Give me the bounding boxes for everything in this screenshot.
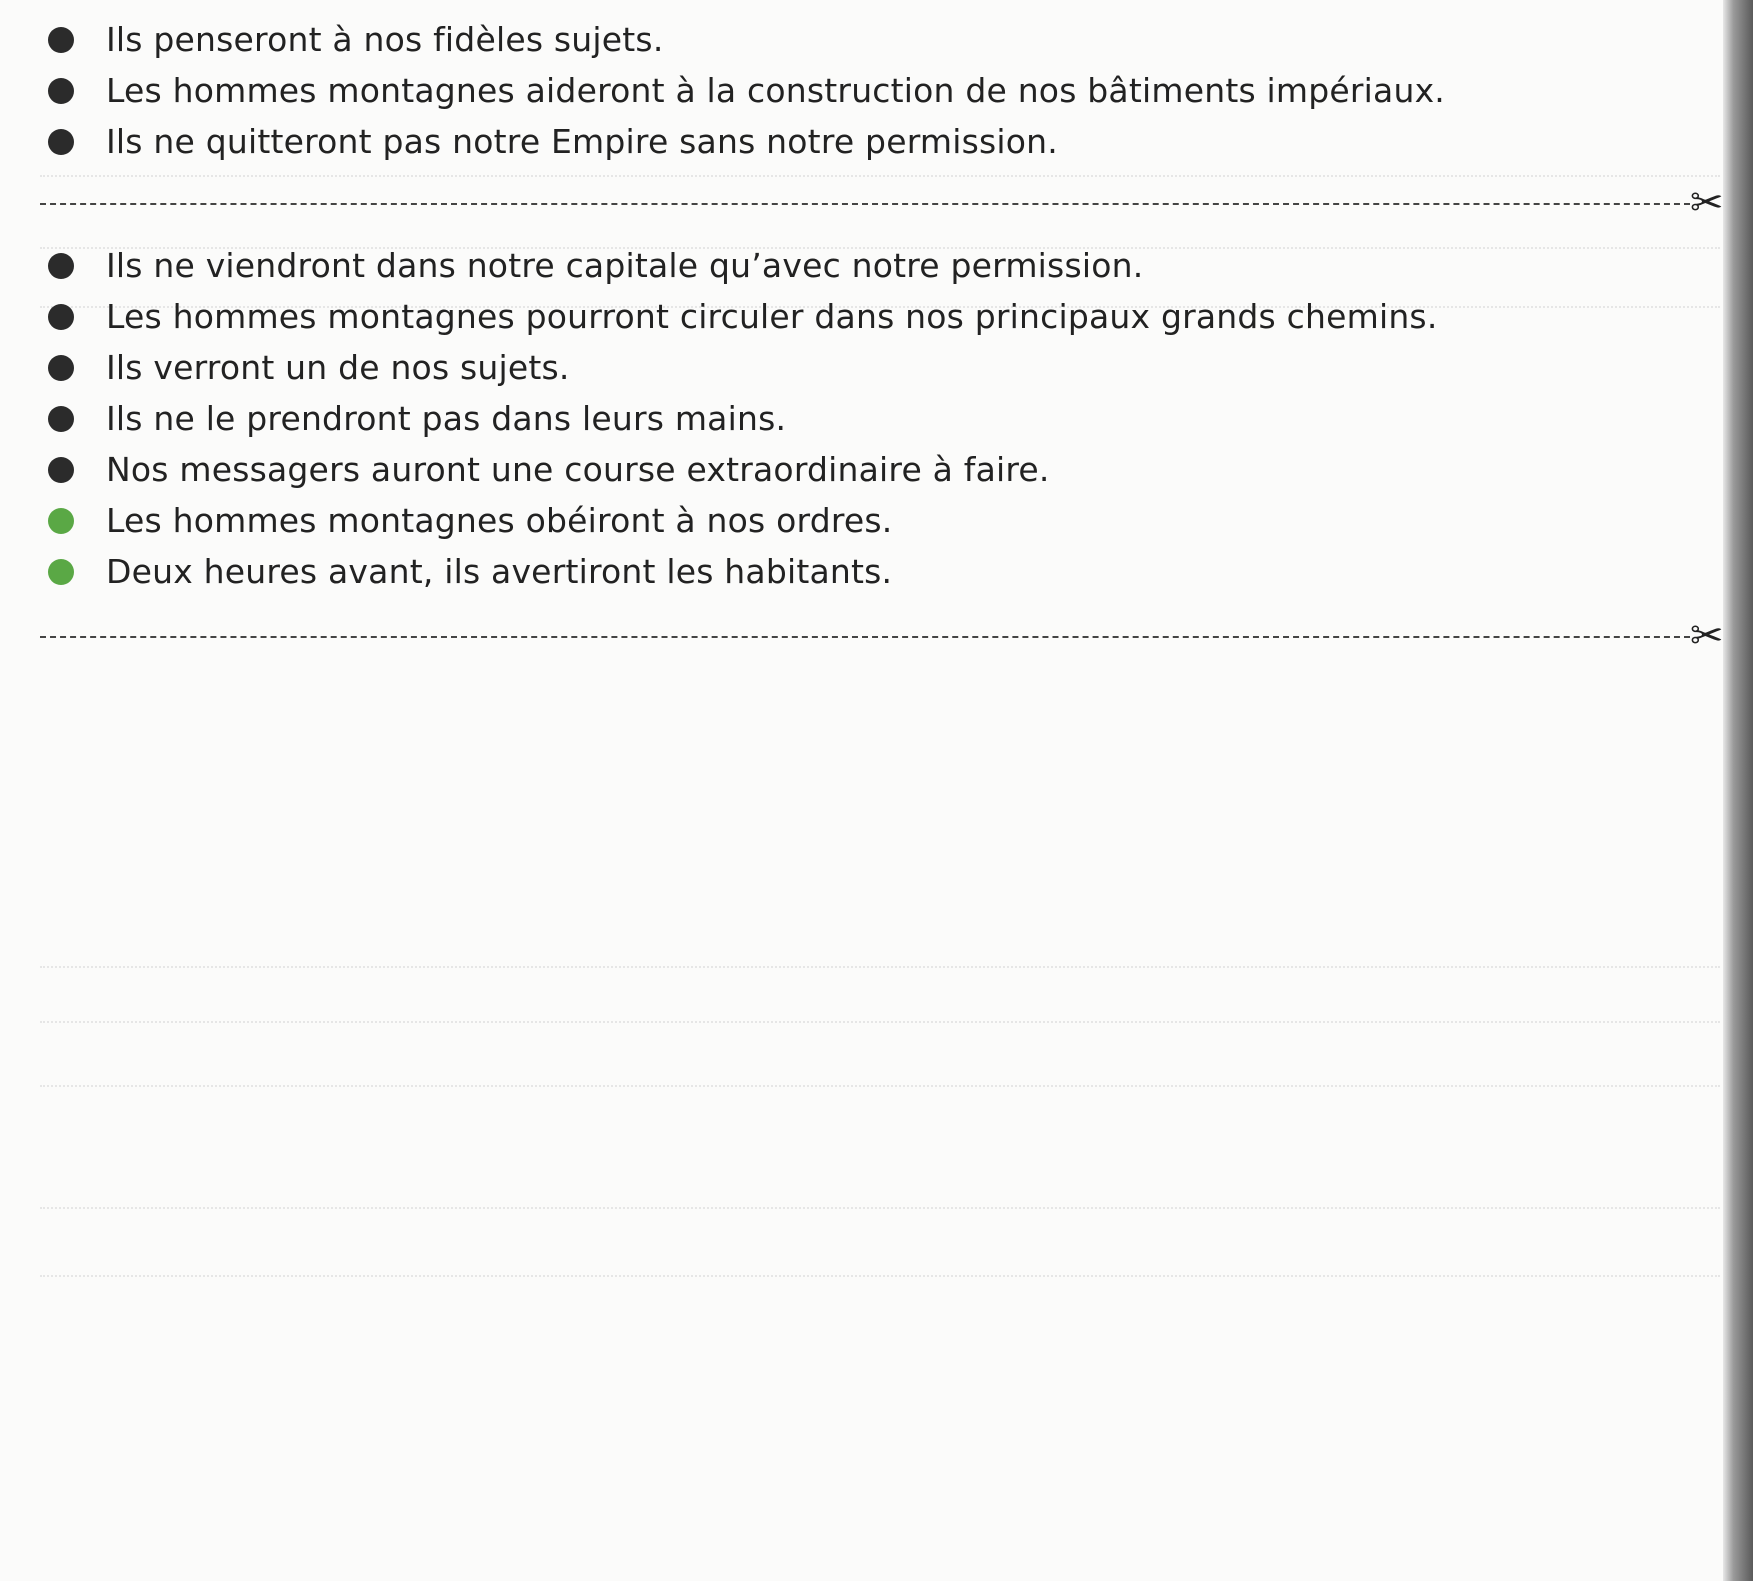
list-item [40, 116, 1445, 167]
list-item-text: Les hommes montagnes aideront à la construction de nos bâtiments impériaux. [106, 71, 1445, 110]
list-item [40, 14, 1445, 65]
list-item-text: Ils ne le prendront pas dans leurs mains. [106, 399, 787, 438]
bullet-icon [48, 27, 74, 53]
bleed-through-line [40, 1021, 1720, 1023]
list-item [40, 444, 1438, 495]
list-item-text: Deux heures avant, ils avertiront les habitants. [106, 552, 893, 591]
bleed-through-line [40, 1207, 1720, 1209]
list-item [40, 291, 1438, 342]
bullet-icon [48, 78, 74, 104]
list-item [40, 65, 1445, 116]
list-item [40, 342, 1438, 393]
cut-line-top [40, 203, 1690, 205]
list-item [40, 495, 1438, 546]
bullet-icon [48, 457, 74, 483]
list-item-text: Ils verront un de nos sujets. [106, 348, 570, 387]
bullet-icon [48, 508, 74, 534]
bullet-icon [48, 129, 74, 155]
page-edge-shadow [1723, 0, 1753, 1581]
bullet-icon [48, 559, 74, 585]
list-item [40, 393, 1438, 444]
sentence-list-bottom [40, 240, 1438, 597]
bullet-icon [48, 355, 74, 381]
bullet-icon [48, 304, 74, 330]
bleed-through-line [40, 966, 1720, 968]
bleed-through-line [40, 175, 1720, 177]
list-item-text: Ils penseront à nos fidèles sujets. [106, 20, 664, 59]
list-item-text: Les hommes montagnes pourront circuler dans nos principaux grands chemins. [106, 297, 1438, 336]
list-item-text: Les hommes montagnes obéiront à nos ordres. [106, 501, 893, 540]
list-item-text: Ils ne quitteront pas notre Empire sans notre permission. [106, 122, 1058, 161]
list-item-text: Nos messagers auront une course extraordinaire à faire. [106, 450, 1050, 489]
bleed-through-line [40, 1085, 1720, 1087]
bleed-through-line [40, 1275, 1720, 1277]
scissors-icon: ✂ [1690, 613, 1724, 659]
cut-line-bottom [40, 636, 1690, 638]
list-item [40, 240, 1438, 291]
bullet-icon [48, 406, 74, 432]
list-item [40, 546, 1438, 597]
scissors-icon: ✂ [1690, 180, 1724, 226]
list-item-text: Ils ne viendront dans notre capitale qu’avec notre permission. [106, 246, 1144, 285]
sentence-list-top [40, 14, 1445, 167]
bullet-icon [48, 253, 74, 279]
